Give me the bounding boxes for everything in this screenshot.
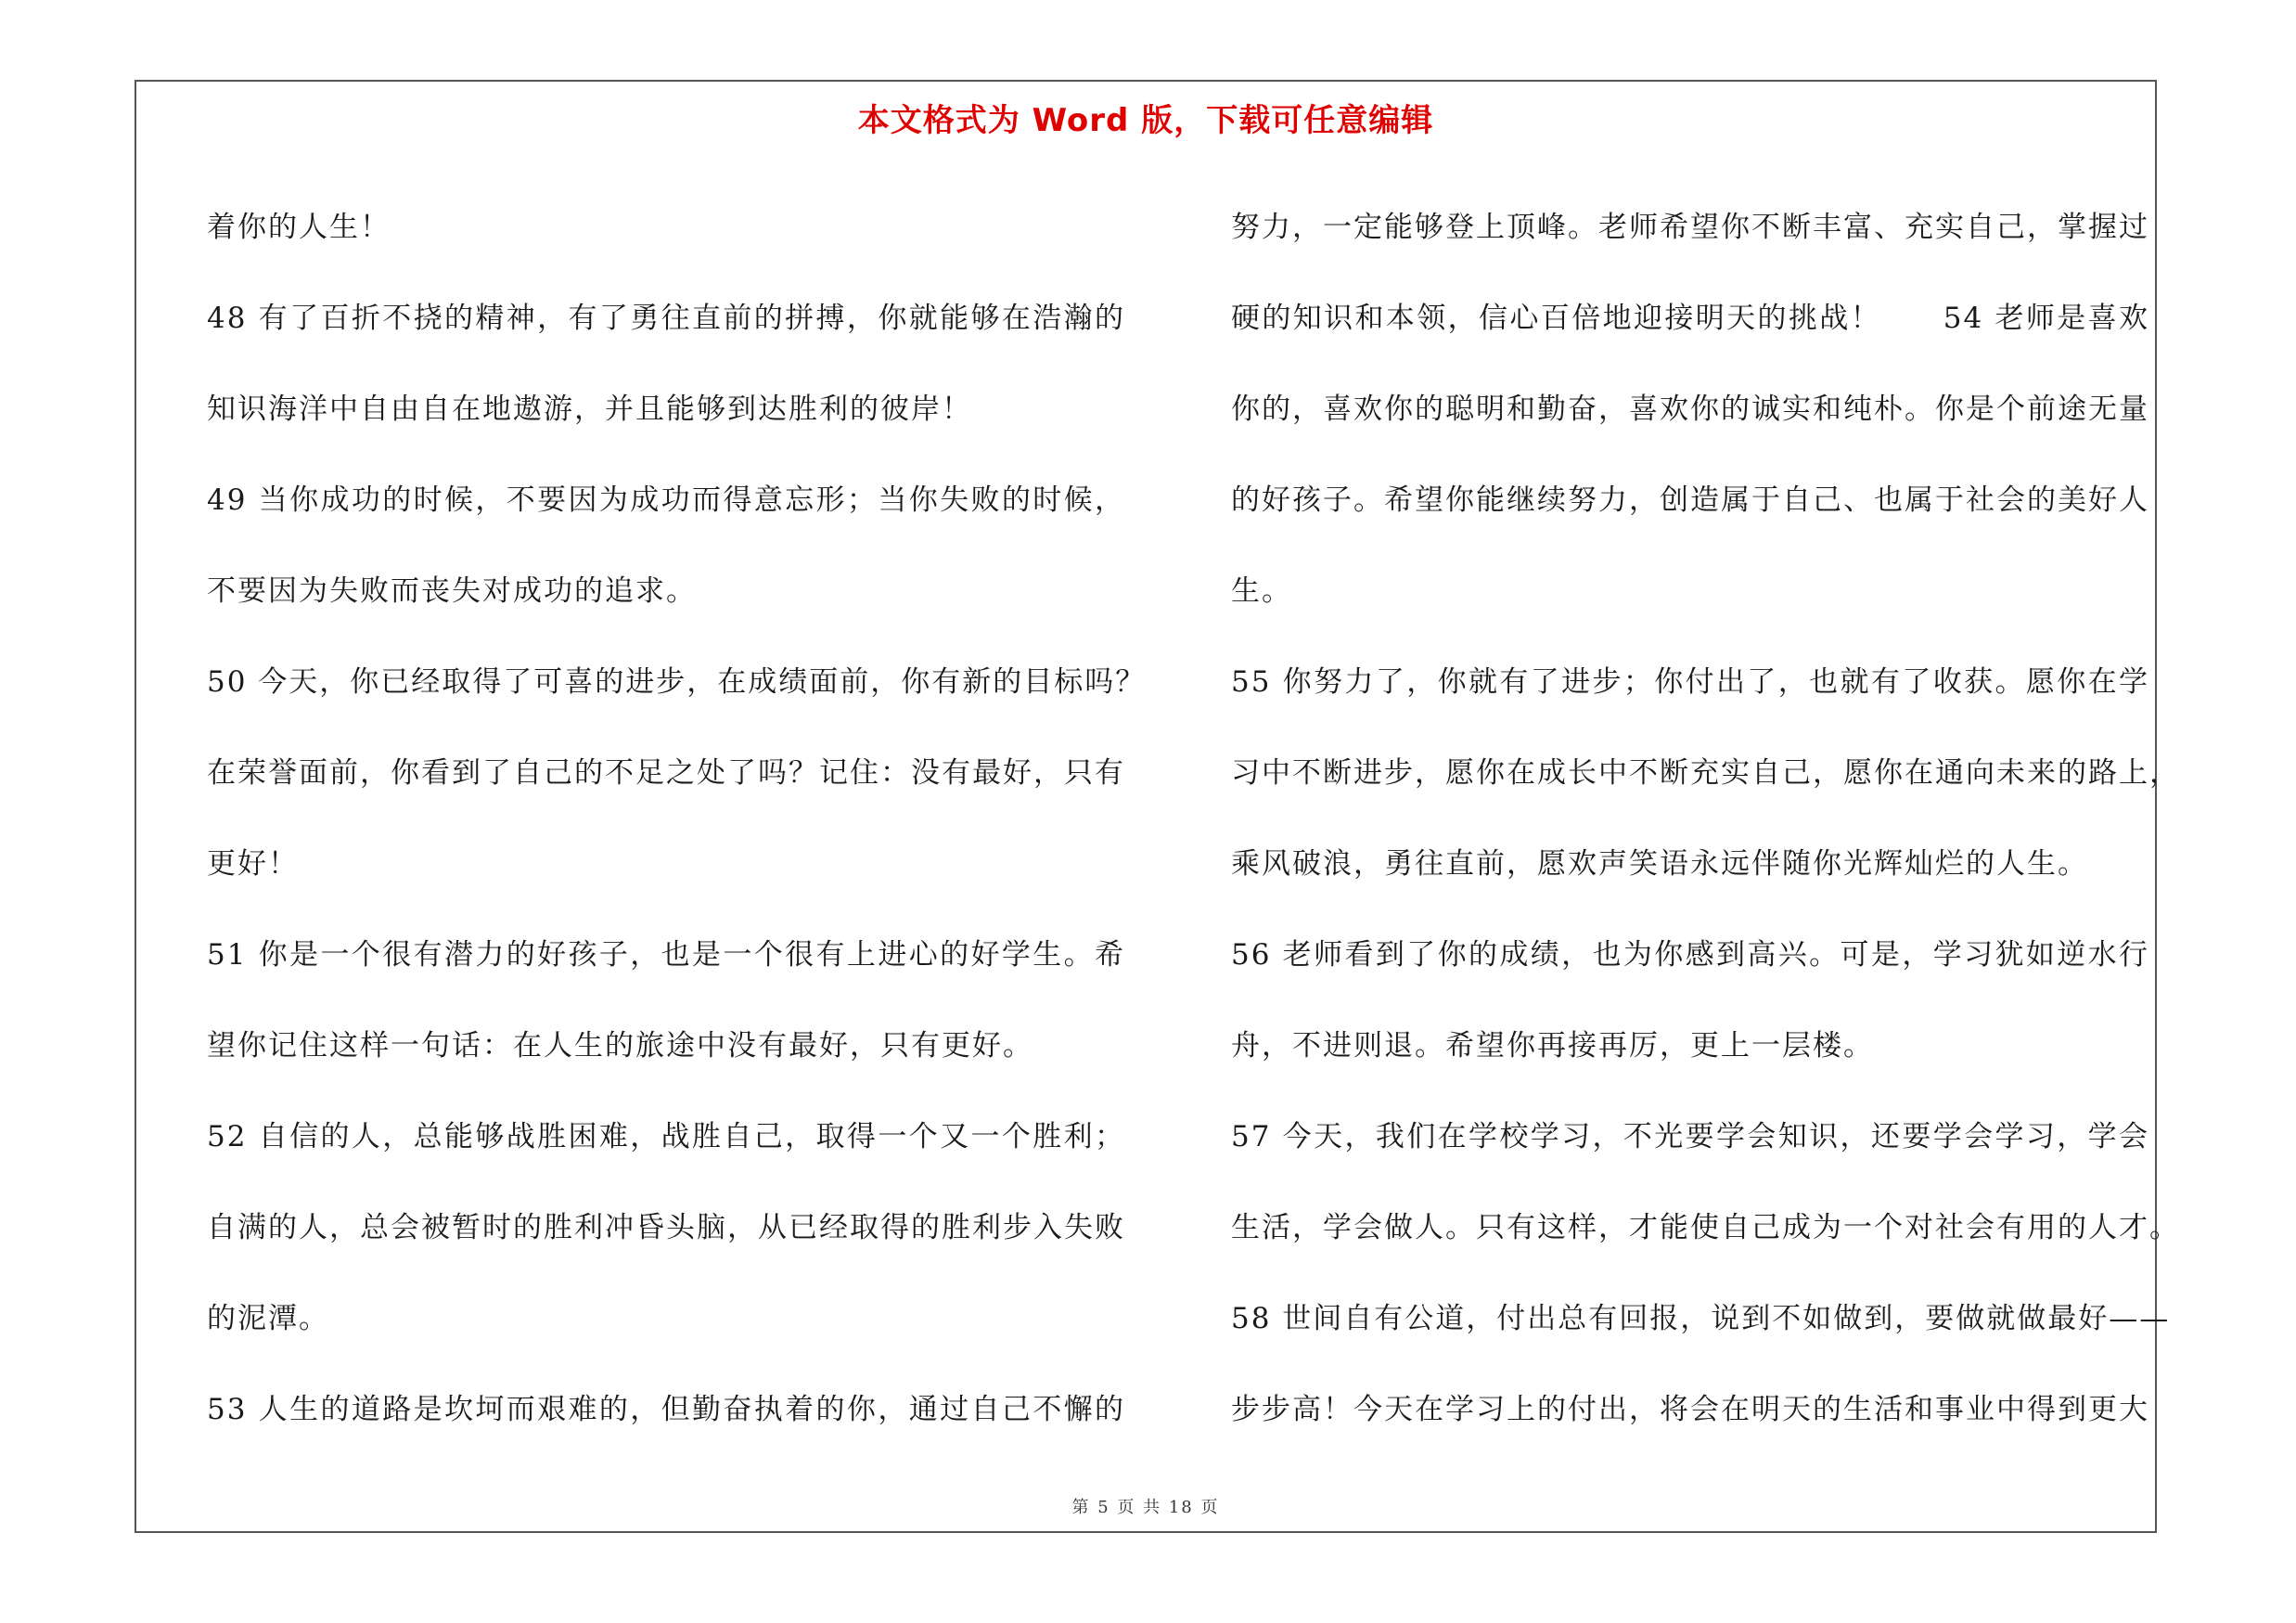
- text-line: 的好孩子。希望你能继续努力，创造属于自己、也属于社会的美好人: [1231, 483, 2149, 517]
- text-line: 望你记住这样一句话：在人生的旅途中没有最好，只有更好。: [207, 1029, 1033, 1063]
- text-line: 着你的人生！: [207, 211, 391, 244]
- text-line: 50 今天，你已经取得了可喜的进步，在成绩面前，你有新的目标吗？: [207, 665, 1147, 699]
- text-line: 在荣誉面前，你看到了自己的不足之处了吗？记住：没有最好，只有: [207, 756, 1125, 790]
- text-line: 更好！: [207, 847, 299, 881]
- text-line: 努力，一定能够登上顶峰。老师希望你不断丰富、充实自己，掌握过: [1231, 211, 2149, 244]
- text-line: 55 你努力了，你就有了进步；你付出了，也就有了收获。愿你在学: [1231, 665, 2149, 699]
- text-line: 生。: [1231, 574, 1292, 608]
- text-line: 知识海洋中自由自在地遨游，并且能够到达胜利的彼岸！: [207, 393, 972, 426]
- text-line: 52 自信的人，总能够战胜困难，战胜自己，取得一个又一个胜利；: [207, 1120, 1125, 1153]
- text-line: 57 今天，我们在学校学习，不光要学会知识，还要学会学习，学会: [1231, 1120, 2149, 1153]
- right-column: [1231, 182, 2180, 1455]
- text-line: 不要因为失败而丧失对成功的追求。: [207, 574, 697, 608]
- text-line: 你的，喜欢你的聪明和勤奋，喜欢你的诚实和纯朴。你是个前途无量: [1231, 393, 2149, 426]
- text-line: 58 世间自有公道，付出总有回报，说到不如做到，要做就做最好——: [1231, 1302, 2171, 1335]
- text-line: 48 有了百折不挠的精神，有了勇往直前的拼搏，你就能够在浩瀚的: [207, 302, 1125, 335]
- left-column: [207, 182, 1147, 1455]
- document-page: [135, 80, 2180, 1533]
- text-line: 49 当你成功的时候，不要因为成功而得意忘形；当你失败的时候，: [207, 483, 1125, 517]
- text-line: 硬的知识和本领，信心百倍地迎接明天的挑战！ 54 老师是喜欢: [1231, 302, 2149, 335]
- text-line: 乘风破浪，勇往直前，愿欢声笑语永远伴随你光辉灿烂的人生。: [1231, 847, 2088, 881]
- text-line: 56 老师看到了你的成绩，也为你感到高兴。可是，学习犹如逆水行: [1231, 938, 2149, 972]
- page-number: 第 5 页 共 18 页: [1071, 1498, 1220, 1517]
- text-line: 53 人生的道路是坎坷而艰难的，但勤奋执着的你，通过自己不懈的: [207, 1393, 1125, 1426]
- text-line: 舟，不进则退。希望你再接再厉，更上一层楼。: [1231, 1029, 1874, 1063]
- text-line: 51 你是一个很有潜力的好孩子，也是一个很有上进心的好学生。希: [207, 938, 1125, 972]
- text-line: 步步高！今天在学习上的付出，将会在明天的生活和事业中得到更大: [1231, 1393, 2149, 1426]
- text-line: 习中不断进步，愿你在成长中不断充实自己，愿你在通向未来的路上，: [1231, 756, 2180, 790]
- text-line: 生活，学会做人。只有这样，才能使自己成为一个对社会有用的人才。: [1231, 1211, 2180, 1244]
- text-line: 的泥潭。: [207, 1302, 329, 1335]
- text-line: 自满的人，总会被暂时的胜利冲昏头脑，从已经取得的胜利步入失败: [207, 1211, 1125, 1244]
- header-notice: 本文格式为 Word 版，下载可任意编辑: [857, 102, 1434, 139]
